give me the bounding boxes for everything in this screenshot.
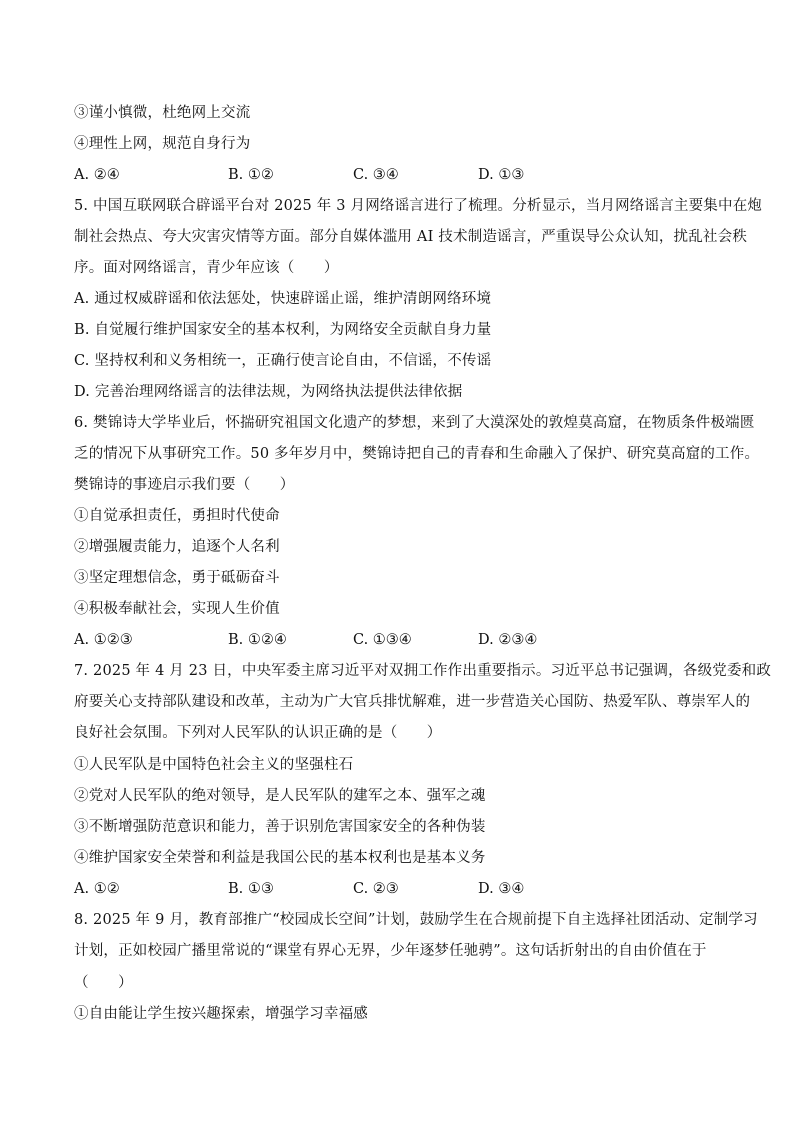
question-8-stem-cont: （ ） (74, 975, 133, 991)
option-d: D. ②③④ (478, 632, 538, 648)
statement-3: ③坚定理想信念，勇于砥砺奋斗 (74, 570, 280, 586)
option-a: A. ②④ (74, 167, 120, 183)
question-6-stem: 6. 樊锦诗大学毕业后，怀揣研究祖国文化遗产的梦想，来到了大漠深处的敦煌莫高窟，在物质条件极端匮 (74, 415, 755, 431)
question-5-stem-cont: 序。面对网络谣言，青少年应该（ ） (74, 260, 339, 276)
option-b: B. ①③ (228, 881, 274, 897)
option-b: B. ①② (228, 167, 274, 183)
question-5-option-c: C. 坚持权利和义务相统一，正确行使言论自由，不信谣，不传谣 (74, 353, 492, 369)
option-c: C. ①③④ (353, 632, 412, 648)
option-d: D. ①③ (478, 167, 525, 183)
statement-4: ④积极奉献社会，实现人生价值 (74, 601, 280, 617)
question-7-stem: 7. 2025 年 4 月 23 日，中央军委主席习近平对双拥工作作出重要指示。习近平总书记强调，各级党委和政 (74, 663, 772, 679)
statement-4: ④理性上网，规范自身行为 (74, 136, 251, 152)
option-c: C. ②③ (353, 881, 399, 897)
question-6-stem-cont: 樊锦诗的事迹启示我们要（ ） (74, 477, 295, 493)
statement-3: ③谨小慎微，杜绝网上交流 (74, 105, 251, 121)
question-8-stem-cont: 计划，正如校园广播里常说的“课堂有界心无界，少年逐梦任驰骋”。这句话折射出的自由价值在于 (74, 943, 707, 959)
question-7-stem-cont: 府要关心支持部队建设和改革，主动为广大官兵排忧解难，进一步营造关心国防、热爱军队、尊崇军人的 (74, 694, 751, 710)
statement-1: ①自由能让学生按兴趣探索，增强学习幸福感 (74, 1006, 368, 1022)
question-7-stem-cont: 良好社会氛围。下列对人民军队的认识正确的是（ ） (74, 725, 442, 741)
question-5-option-b: B. 自觉履行维护国家安全的基本权利，为网络安全贡献自身力量 (74, 322, 492, 338)
option-d: D. ③④ (478, 881, 525, 897)
option-c: C. ③④ (353, 167, 399, 183)
question-6-stem-cont: 乏的情况下从事研究工作。50 多年岁月中，樊锦诗把自己的青春和生命融入了保护、研究莫高窟的工作。 (74, 446, 760, 462)
option-b: B. ①②④ (228, 632, 287, 648)
statement-2: ②党对人民军队的绝对领导，是人民军队的建军之本、强军之魂 (74, 788, 486, 804)
statement-3: ③不断增强防范意识和能力，善于识别危害国家安全的各种伪装 (74, 819, 486, 835)
question-5-stem-cont: 制社会热点、夸大灾害灾情等方面。部分自媒体滥用 AI 技术制造谣言，严重误导公众认知，扰乱社会秩 (74, 229, 748, 245)
statement-2: ②增强履责能力，追逐个人名利 (74, 539, 280, 555)
statement-1: ①自觉承担责任，勇担时代使命 (74, 508, 280, 524)
option-a: A. ①②③ (74, 632, 133, 648)
option-a: A. ①② (74, 881, 120, 897)
question-8-stem: 8. 2025 年 9 月，教育部推广“校园成长空间”计划，鼓励学生在合规前提下自主选择社团活动、定制学习 (74, 912, 758, 928)
statement-1: ①人民军队是中国特色社会主义的坚强柱石 (74, 757, 354, 773)
question-5-stem: 5. 中国互联网联合辟谣平台对 2025 年 3 月网络谣言进行了梳理。分析显示，当月网络谣言主要集中在炮 (74, 198, 763, 214)
statement-4: ④维护国家安全荣誉和利益是我国公民的基本权利也是基本义务 (74, 850, 486, 866)
question-5-option-d: D. 完善治理网络谣言的法律法规，为网络执法提供法律依据 (74, 384, 463, 400)
question-5-option-a: A. 通过权威辟谣和依法惩处，快速辟谣止谣，维护清朗网络环境 (74, 291, 492, 307)
